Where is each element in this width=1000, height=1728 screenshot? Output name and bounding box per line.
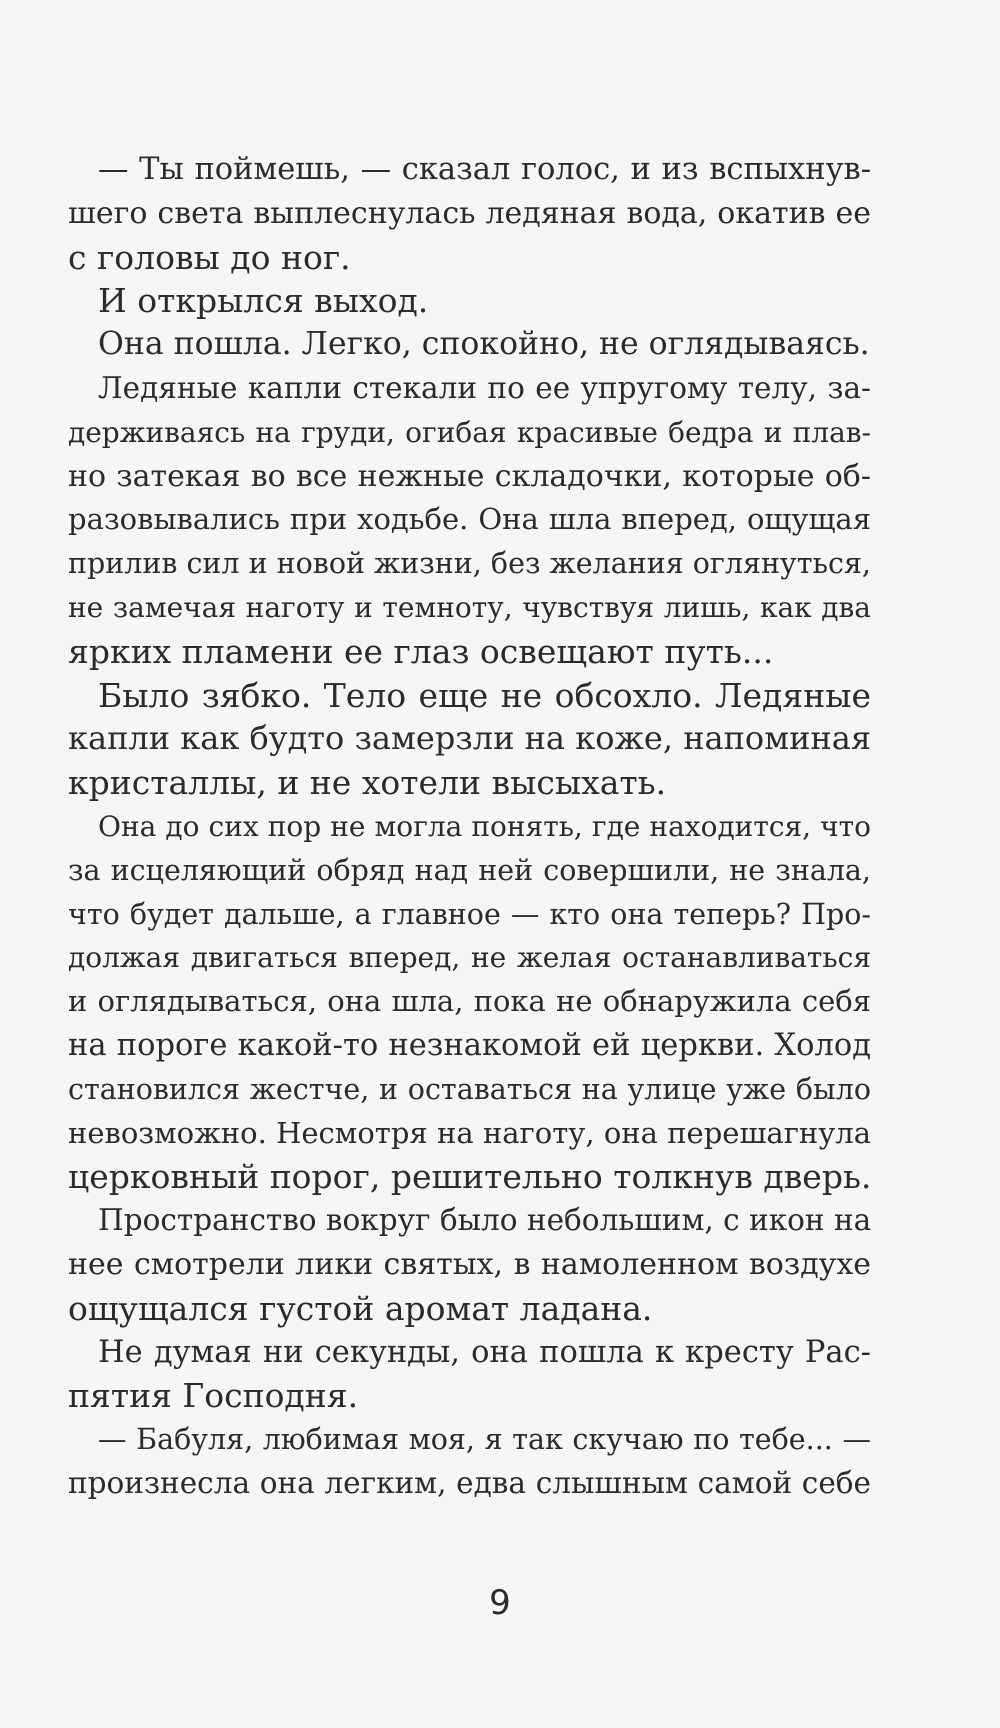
- text-line: не замечая наготу и темноту, чувствуя лишь, как два: [68, 590, 871, 624]
- paragraph: [68, 1199, 871, 1330]
- text-line: с головы до ног.: [68, 237, 351, 277]
- text-line: ярких пламени ее глаз освещают путь...: [68, 631, 774, 671]
- text-line: и оглядываться, она шла, пока не обнаружила себя: [68, 984, 871, 1019]
- text-line: разовывались при ходьбе. Она шла вперед, ощущая: [68, 502, 871, 537]
- paragraph: [68, 1331, 871, 1419]
- text-line: пятия Господня.: [68, 1376, 359, 1416]
- text-line: капли как будто замерзли на коже, напоминая: [68, 719, 871, 758]
- page-number: 9: [489, 1583, 511, 1623]
- paragraph: [68, 1418, 871, 1506]
- text-line: должая двигаться вперед, не желая останавливаться: [68, 941, 871, 975]
- text-line: но затекая во все нежные складочки, которые об-: [68, 458, 871, 494]
- text-line: церковный порог, решительно толкнув дверь.: [68, 1157, 872, 1197]
- text-line: на пороге какой-то незнакомой ей церкви. Холод: [68, 1027, 871, 1063]
- text-line: нее смотрели лики святых, в намоленном воздухе: [68, 1246, 871, 1282]
- paragraph: [68, 323, 871, 367]
- text-line: И открылся выход.: [98, 281, 429, 321]
- text-line: — Бабуля, любимая моя, я так скучаю по тебе... —: [98, 1423, 871, 1457]
- text-line: Было зябко. Тело еще не обсохло. Ледяные: [98, 675, 871, 715]
- text-line: Не думая ни секунды, она пошла к кресту Рас-: [98, 1334, 871, 1370]
- text-line: — Ты поймешь, — сказал голос, и из вспыхнув-: [98, 152, 871, 187]
- text-line: Она пошла. Легко, спокойно, не оглядываясь.: [98, 326, 870, 363]
- text-line: Пространство вокруг было небольшим, с икон на: [98, 1203, 872, 1238]
- paragraph: [68, 367, 871, 674]
- text-line: кристаллы, и не хотели высыхать.: [68, 763, 667, 803]
- text-line: невозможно. Несмотря на наготу, она перешагнула: [68, 1115, 871, 1150]
- text-line: прилив сил и новой жизни, без желания оглянуться,: [68, 547, 871, 581]
- paragraph: [68, 148, 871, 279]
- text-line: Она до сих пор не могла понять, где находится, что: [98, 809, 871, 843]
- paragraph: [68, 805, 871, 1199]
- paragraph: [68, 279, 871, 323]
- body-text: [68, 148, 871, 1506]
- text-line: за исцеляющий обряд над ней совершили, не знала,: [68, 853, 871, 887]
- text-line: становился жестче, и оставаться на улице уже было: [68, 1072, 871, 1106]
- text-line: что будет дальше, а главное — кто она теперь? Про-: [68, 897, 871, 931]
- text-line: держиваясь на груди, огибая красивые бедра и плав-: [68, 415, 871, 449]
- text-line: произнесла она легким, едва слышным самой себе: [68, 1465, 871, 1500]
- text-line: шего света выплеснулась ледяная вода, окатив ее: [68, 195, 871, 231]
- text-line: Ледяные капли стекали по ее упругому телу, за-: [98, 370, 871, 405]
- paragraph: [68, 674, 871, 805]
- text-line: ощущался густой аромат ладана.: [68, 1288, 653, 1328]
